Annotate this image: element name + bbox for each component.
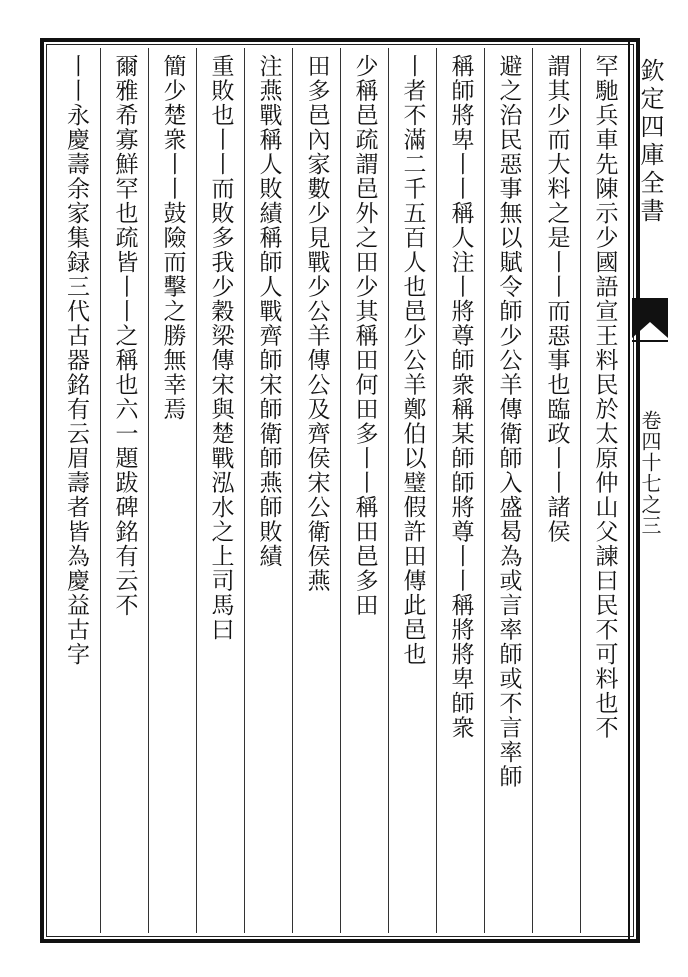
text-column — [148, 48, 196, 933]
text-column — [580, 48, 628, 933]
column-text: 爾雅希寡鮮罕也疏皆丨丨之稱也六一題跋碑銘有云不 — [111, 54, 138, 618]
text-column — [100, 48, 148, 933]
column-text: 田多邑內家數少見戰少公羊傳公及齊侯宋公衛侯燕 — [303, 54, 330, 593]
column-text: 罕馳兵車先陳示少國語宣王料民於太原仲山父諫曰民不可料也不 — [591, 54, 618, 740]
column-text: 少稱邑疏謂邑外之田少其稱田何田多丨丨稱田邑多田 — [351, 54, 378, 618]
column-text: 謂其少而大料之是丨丨而惡事也臨政丨丨諸侯 — [543, 54, 570, 544]
column-text: 丨者不滿二千五百人也邑少公羊鄭伯以璧假許田傳此邑也 — [399, 54, 426, 667]
column-text: 重敗也丨丨而敗多我少穀梁傳宋與楚戰泓水之上司馬曰 — [207, 54, 234, 642]
column-text: 注燕戰稱人敗績稱師人戰齊師宋師衛師燕師敗績 — [255, 54, 282, 569]
text-column — [292, 48, 340, 933]
text-column — [532, 48, 580, 933]
text-column — [484, 48, 532, 933]
fish-tail-rule — [632, 340, 668, 342]
column-text: 避之治民惡事無以賦令師少公羊傳衛師入盛曷為或言率師或不言率師 — [495, 54, 522, 789]
text-column — [388, 48, 436, 933]
text-body — [50, 48, 628, 938]
text-column — [436, 48, 484, 933]
text-column — [244, 48, 292, 933]
text-column — [52, 48, 100, 933]
book-title: 欽定四庫全書 — [636, 58, 664, 226]
text-column — [196, 48, 244, 933]
column-text: 稱師將卑丨丨稱人注丨將尊師衆稱某師師將尊丨丨稱將將卑師衆 — [447, 54, 474, 740]
column-text: 丨丨永慶壽余家集録三代古器銘有云眉壽者皆為慶益古字 — [63, 54, 89, 667]
text-column — [340, 48, 388, 933]
volume-label: 卷四十七之三 — [638, 410, 662, 536]
column-text: 簡少楚衆丨丨鼓險而擊之勝無幸焉 — [159, 54, 186, 422]
